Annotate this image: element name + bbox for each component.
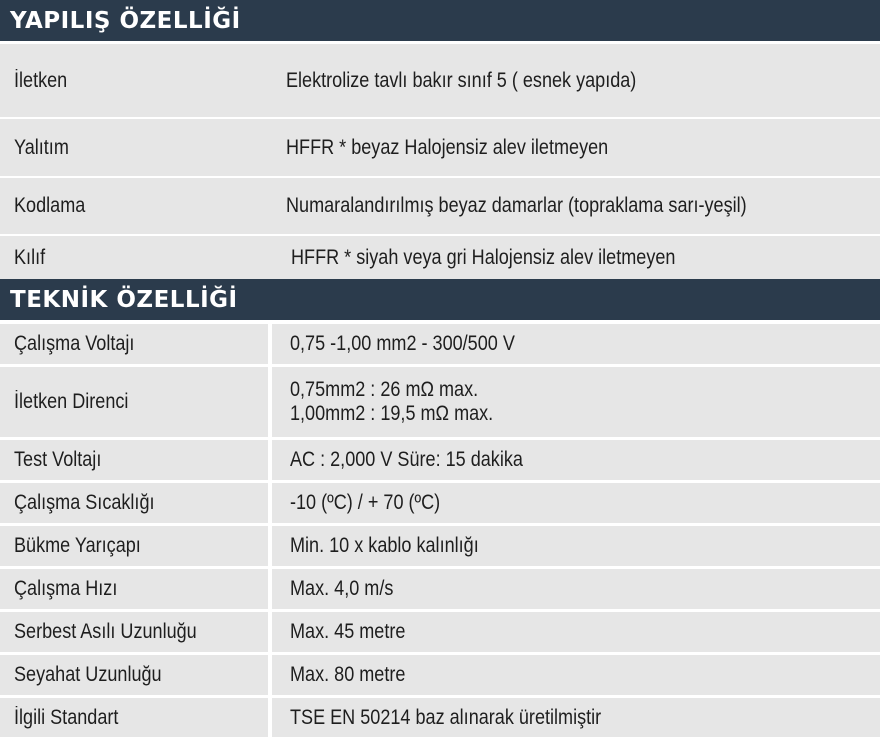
spec-row-conductor [0,44,880,117]
spec-value: Elektrolize tavlı bakır sınıf 5 ( esnek yapıda) [286,68,637,92]
spec-value: Max. 45 metre [290,620,406,643]
spec-label-cell [0,612,268,652]
spec-value-cell [272,526,880,566]
spec-label: Test Voltajı [14,448,102,471]
spec-label-cell [0,119,268,176]
spec-value-cell [272,367,880,437]
spec-label-cell [0,367,268,437]
spec-row-operating-temperature [0,483,880,523]
spec-value: Numaralandırılmış beyaz damarlar (topraklama sarı-yeşil) [286,194,747,217]
spec-value: Max. 80 metre [290,663,406,686]
spec-label-cell [0,236,268,279]
spec-label: Bükme Yarıçapı [14,534,141,557]
spec-value-cell [272,483,880,523]
spec-label-cell [0,178,268,234]
spec-label: Yalıtım [14,135,69,159]
spec-value-cell [272,569,880,609]
spec-value: HFFR * siyah veya gri Halojensiz alev iletmeyen [286,245,676,269]
spec-value-cell [272,324,880,364]
spec-label-cell [0,44,268,117]
construction-section-title [0,0,880,41]
spec-label-cell [0,526,268,566]
spec-value-cell [272,440,880,480]
spec-label-cell [0,324,268,364]
spec-row-coding [0,178,880,234]
spec-value-cell [268,178,880,234]
construction-title-text: YAPILIŞ ÖZELLİĞİ [10,7,241,34]
spec-value: 0,75mm2 : 26 mΩ max. [290,378,479,401]
spec-label: İletken [14,68,68,92]
spec-label-cell [0,440,268,480]
spec-label: Serbest Asılı Uzunluğu [14,620,197,643]
spec-value: -10 (ºC) / + 70 (ºC) [290,491,441,514]
spec-label-cell [0,569,268,609]
spec-label: Çalışma Voltajı [14,332,135,355]
spec-value-cell [268,236,880,279]
spec-value: AC : 2,000 V Süre: 15 dakika [290,448,523,471]
spec-row-bending-radius [0,526,880,566]
spec-value-line2: 1,00mm2 : 19,5 mΩ max. [290,402,494,425]
spec-value-cell [268,44,880,117]
spec-row-free-hanging-length [0,612,880,652]
spec-value-cell [272,612,880,652]
spec-value: Max. 4,0 m/s [290,577,394,600]
spec-value: HFFR * beyaz Halojensiz alev iletmeyen [286,135,609,159]
spec-value: 0,75 -1,00 mm2 - 300/500 V [290,332,515,355]
spec-row-insulation [0,119,880,176]
spec-row-test-voltage [0,440,880,480]
spec-label-cell [0,483,268,523]
spec-label: Çalışma Hızı [14,577,118,600]
spec-label: Çalışma Sıcaklığı [14,491,155,514]
spec-label: Seyahat Uzunluğu [14,663,162,686]
technical-title-text: TEKNİK ÖZELLİĞİ [10,286,238,313]
spec-label: İlgili Standart [14,705,119,729]
spec-row-travel-length [0,655,880,695]
spec-row-conductor-resistance [0,367,880,437]
spec-label-cell [0,698,268,737]
spec-row-sheath [0,236,880,279]
spec-label-cell [0,655,268,695]
spec-value: TSE EN 50214 baz alınarak üretilmiştir [290,705,602,729]
spec-value-cell [268,119,880,176]
spec-row-operating-voltage [0,324,880,364]
spec-value-cell [272,698,880,737]
spec-value-cell [272,655,880,695]
spec-label: İletken Direnci [14,390,129,413]
technical-section-title [0,279,880,320]
spec-value: Min. 10 x kablo kalınlığı [290,534,479,557]
spec-row-operating-speed [0,569,880,609]
spec-row-related-standard [0,698,880,737]
spec-label: Kılıf [14,245,46,269]
spec-label: Kodlama [14,194,86,217]
